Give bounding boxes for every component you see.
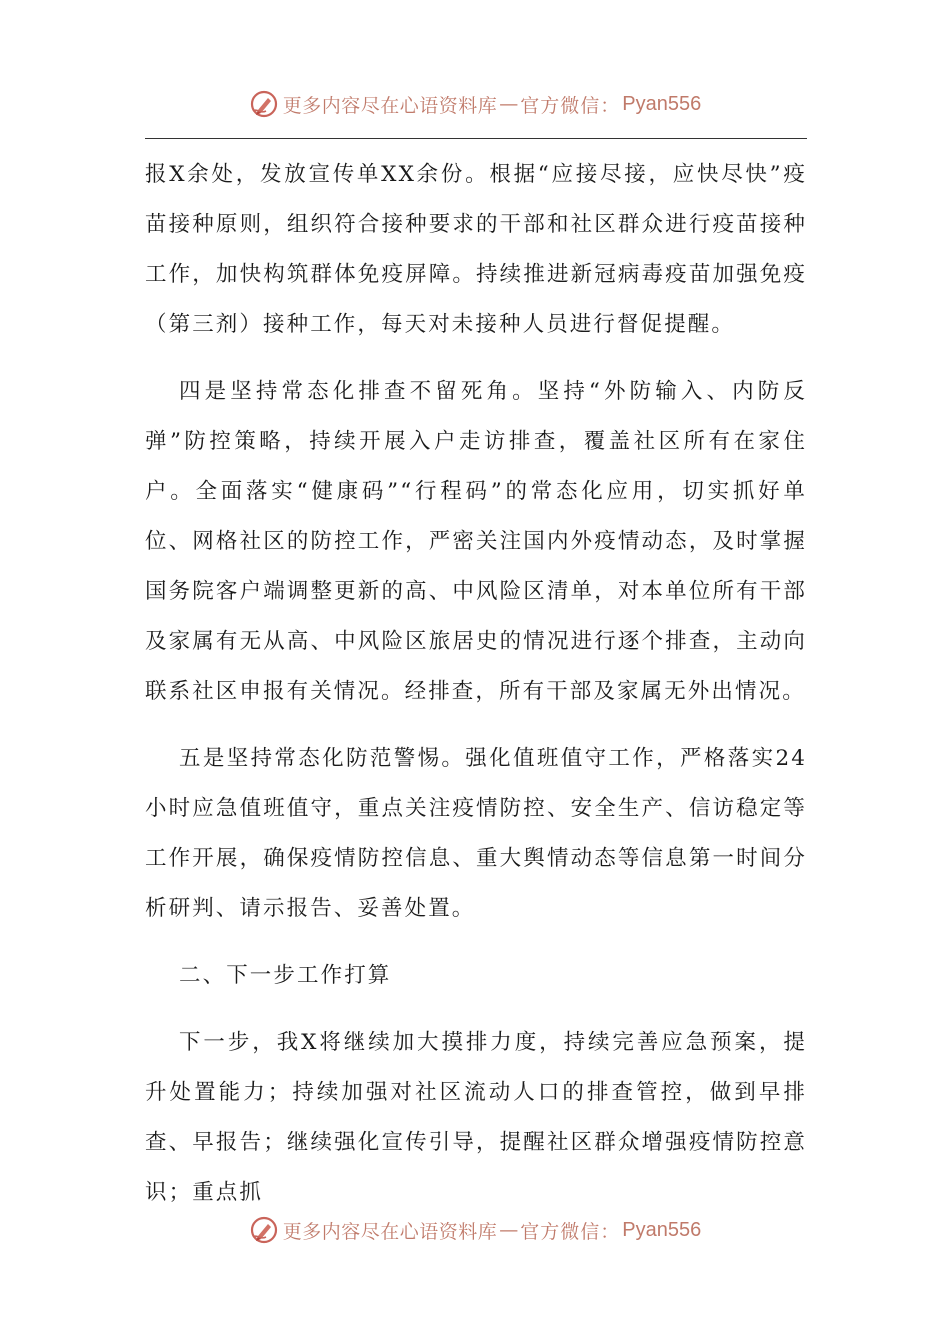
paragraph-vigilance: 五是坚持常态化防范警惕。强化值班值守工作，严格落实24小时应急值班值守，重点关注疫情防控、安全生产、信访稳定等工作开展，确保疫情防控信息、重大舆情动态等信息第一时间分析研判、请示报告、妥善处置。 — [145, 746, 807, 921]
document-body — [145, 150, 807, 1218]
paragraph-next-steps: 下一步，我X将继续加大摸排力度，持续完善应急预案，提升处置能力；持续加强对社区流动人口的排查管控，做到早排查、早报告；继续强化宣传引导，提醒社区群众增强疫情防控意识；重点抓 — [145, 1030, 807, 1205]
header-separator: — — [499, 93, 519, 115]
header-site-text: 更多内容尽在心语资料库 — [282, 94, 498, 117]
header-banner — [0, 84, 950, 124]
pen-nib-logo-icon — [249, 89, 279, 119]
header-wechat-label: 官方微信： — [520, 94, 621, 117]
footer-wechat-id: Pyan556 — [622, 1218, 702, 1241]
footer-site-text: 更多内容尽在心语资料库 — [282, 1220, 498, 1243]
footer-separator: — — [499, 1219, 519, 1241]
footer-banner — [0, 1210, 950, 1250]
header-wechat-id: Pyan556 — [622, 92, 702, 115]
paragraph-screening: 四是坚持常态化排查不留死角。坚持“外防输入、内防反弹”防控策略，持续开展入户走访排查，覆盖社区所有在家住户。全面落实“健康码”“行程码”的常态化应用，切实抓好单位、网格社区的防控工作，严密关注国内外疫情动态，及时掌握国务院客户端调整更新的高、中风险区清单，对本单位所有干部及家属有无从高、中风险区旅居史的情况进行逐个排查，主动向联系社区申报有关情况。经排查，所有干部及家属无外出情况。 — [145, 379, 807, 704]
footer-wechat-label: 官方微信： — [520, 1220, 621, 1243]
header-divider — [145, 138, 807, 139]
section-heading-next-steps: 二、下一步工作打算 — [179, 963, 392, 988]
paragraph-vaccination: 报X余处，发放宣传单XX余份。根据“应接尽接，应快尽快”疫苗接种原则，组织符合接种要求的干部和社区群众进行疫苗接种工作，加快构筑群体免疫屏障。持续推进新冠病毒疫苗加强免疫（第三剂）接种工作，每天对未接种人员进行督促提醒。 — [145, 162, 807, 337]
pen-nib-logo-icon — [249, 1215, 279, 1245]
